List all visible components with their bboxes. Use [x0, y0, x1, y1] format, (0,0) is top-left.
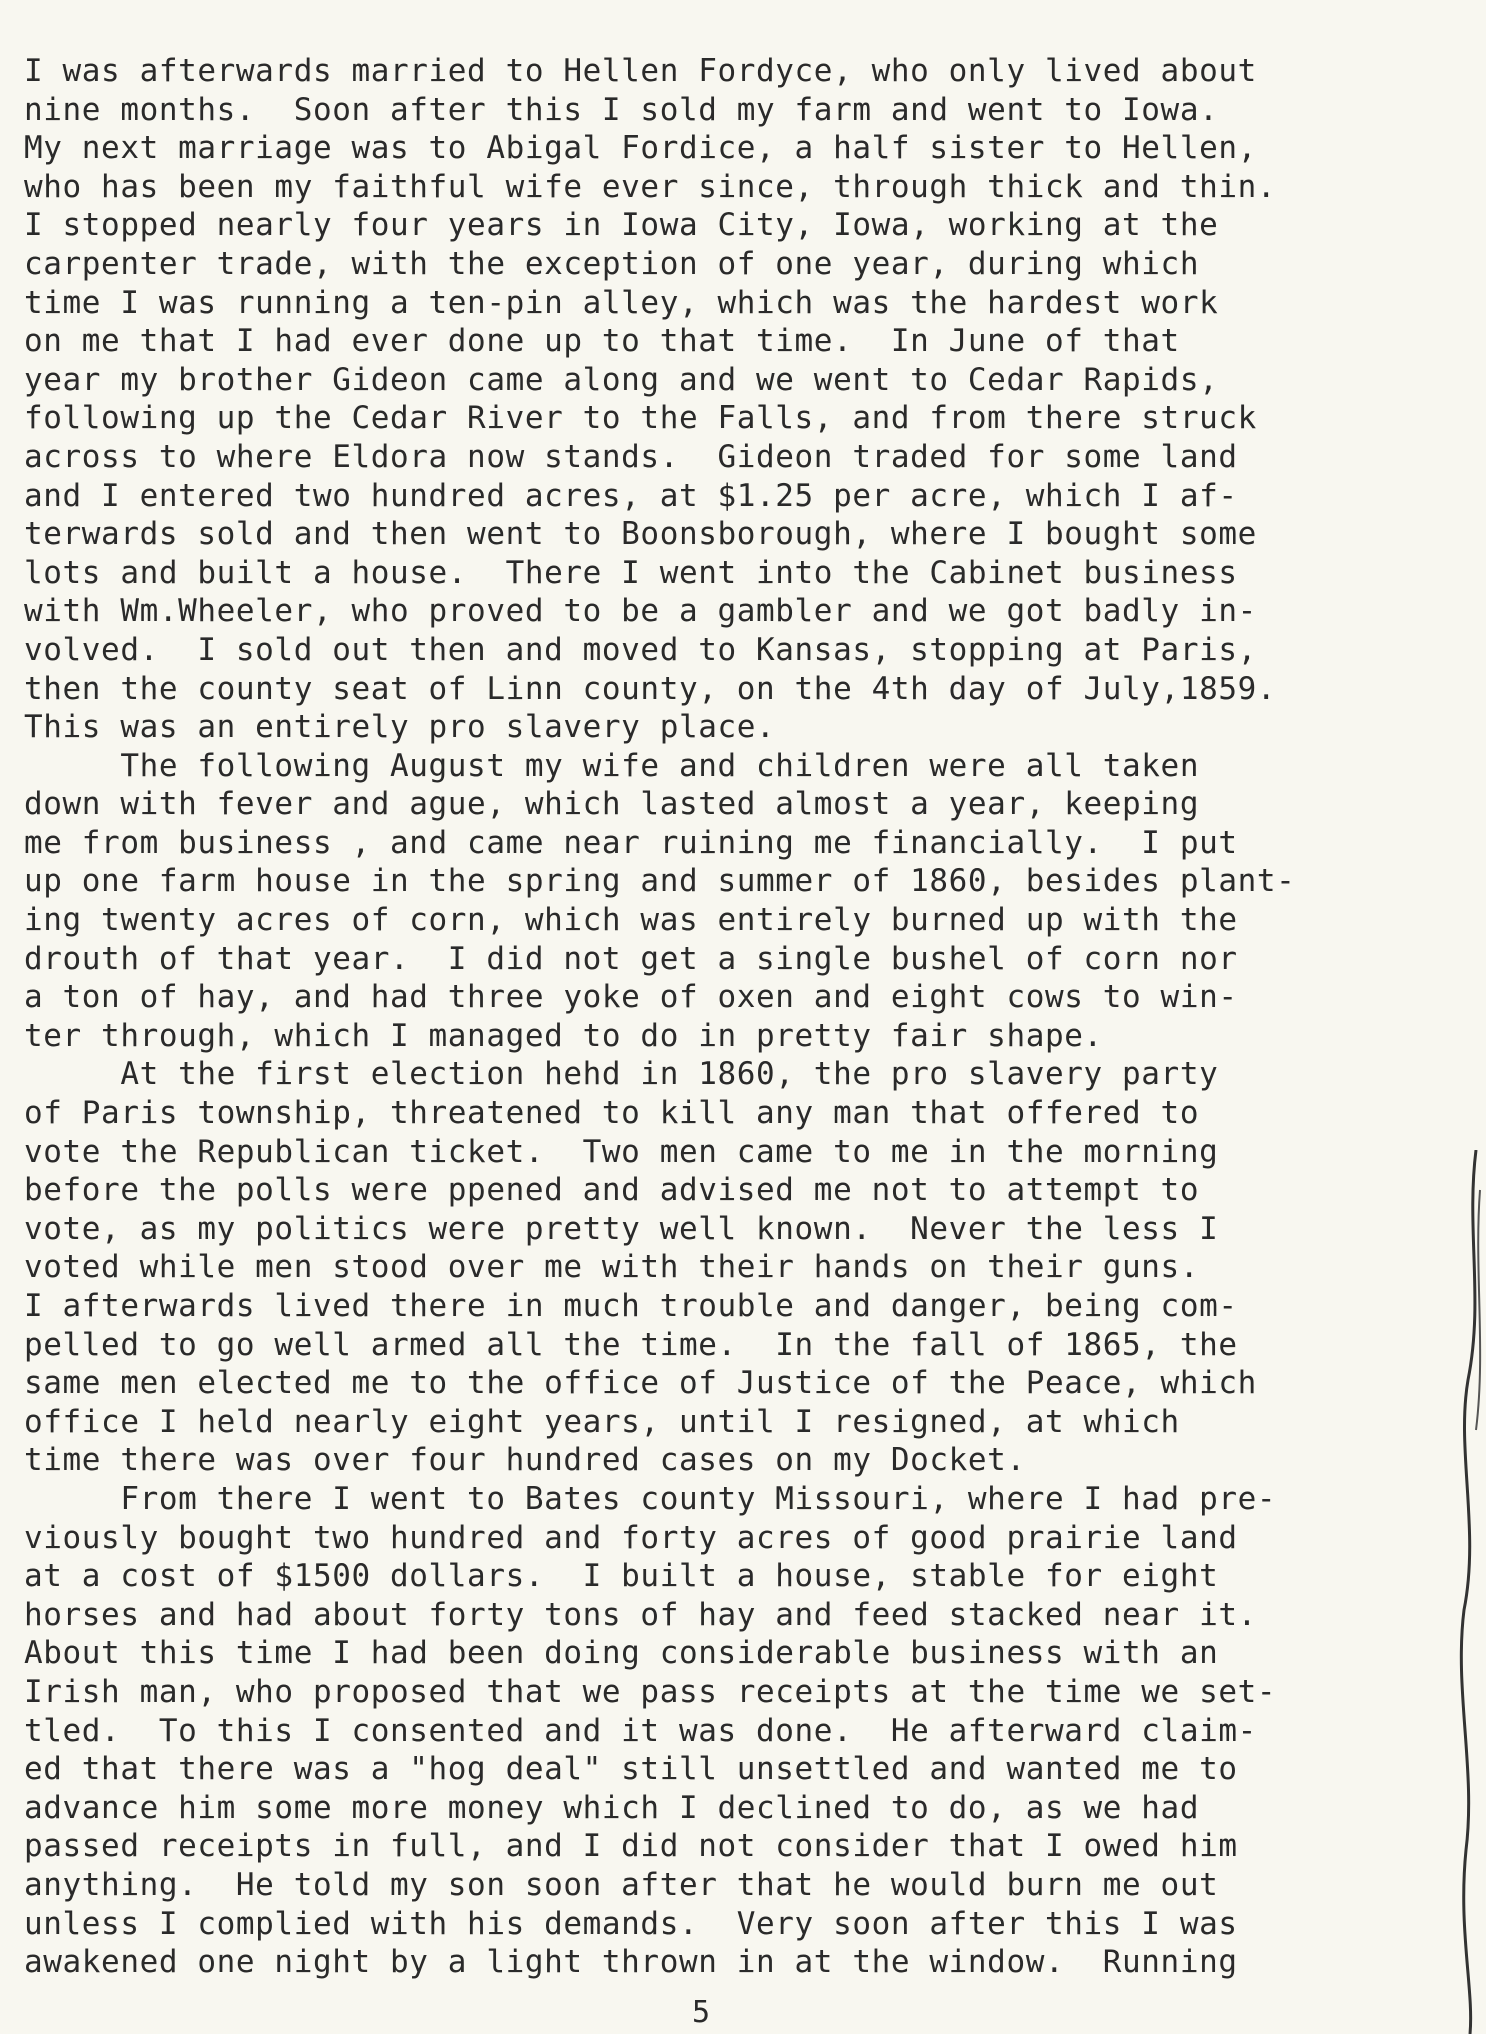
text-line: I afterwards lived there in much trouble and danger, being com- — [24, 1288, 1238, 1324]
text-line: and I entered two hundred acres, at $1.25 per acre, which I af- — [24, 477, 1238, 514]
text-line: at a cost of $1500 dollars. I built a house, stable for eight — [24, 1558, 1219, 1595]
text-line: awakened one night by a light thrown in at the window. Running — [24, 1944, 1238, 1981]
text-line: carpenter trade, with the exception of one year, during which — [24, 245, 1200, 282]
text-line: voted while men stood over me with their hands on their guns. — [24, 1249, 1200, 1286]
text-line: advance him some more money which I declined to do, as we had — [24, 1789, 1200, 1826]
text-line: From there I went to Bates county Missouri, where I had pre- — [24, 1480, 1277, 1517]
text-line: year my brother Gideon came along and we went to Cedar Rapids, — [24, 361, 1219, 398]
text-line: volved. I sold out then and moved to Kansas, stopping at Paris, — [24, 631, 1257, 668]
text-line: passed receipts in full, and I did not consider that I owed him — [24, 1828, 1238, 1865]
text-line: vote the Republican ticket. Two men came to me in the morning — [24, 1133, 1219, 1170]
text-line: time there was over four hundred cases on my Docket. — [24, 1442, 1026, 1479]
text-line: viously bought two hundred and forty acres of good prairie land — [24, 1519, 1238, 1556]
text-line: The following August my wife and children were all taken — [24, 747, 1200, 784]
text-line: nine months. Soon after this I sold my farm and went to Iowa. — [24, 91, 1219, 128]
text-line: lots and built a house. There I went into the Cabinet business — [24, 554, 1238, 591]
text-line: Irish man, who proposed that we pass receipts at the time we set- — [24, 1673, 1277, 1710]
text-line: then the county seat of Linn county, on the 4th day of July,1859. — [24, 670, 1277, 707]
scan-edge-artifact — [1446, 1150, 1486, 2034]
text-line: ter through, which I managed to do in pretty fair shape. — [24, 1017, 1103, 1054]
text-line: anything. He told my son soon after that he would burn me out — [24, 1866, 1219, 1903]
text-line: up one farm house in the spring and summer of 1860, besides plant- — [24, 863, 1296, 900]
text-line: ed that there was a "hog deal" still unsettled and wanted me to — [24, 1751, 1238, 1788]
text-line: of Paris township, threatened to kill any man that offered to — [24, 1095, 1200, 1132]
text-line: My next marriage was to Abigal Fordice, a half sister to Hellen, — [24, 130, 1257, 167]
text-line: tled. To this I consented and it was done. He afterward claim- — [24, 1712, 1257, 1749]
text-line: This was an entirely pro slavery place. — [24, 709, 776, 746]
text-line: I stopped nearly four years in Iowa City, Iowa, working at the — [24, 207, 1219, 244]
text-line: following up the Cedar River to the Falls, and from there struck — [24, 400, 1257, 437]
text-line: About this time I had been doing considerable business with an — [24, 1635, 1219, 1672]
text-line: pelled to go well armed all the time. In the fall of 1865, the — [24, 1326, 1238, 1363]
page-number: 5 — [692, 1995, 711, 2030]
text-line: me from business , and came near ruining me financially. I put — [24, 824, 1238, 861]
text-line: At the first election hehd in 1860, the pro slavery party — [24, 1056, 1219, 1093]
text-line: down with fever and ague, which lasted almost a year, keeping — [24, 786, 1200, 823]
text-line: horses and had about forty tons of hay and feed stacked near it. — [24, 1596, 1257, 1633]
body-text — [24, 52, 1424, 1982]
text-line: with Wm.Wheeler, who proved to be a gambler and we got badly in- — [24, 593, 1257, 630]
text-line: time I was running a ten-pin alley, which was the hardest work — [24, 284, 1219, 321]
text-line: on me that I had ever done up to that time. In June of that — [24, 323, 1180, 360]
text-line: across to where Eldora now stands. Gideon traded for some land — [24, 438, 1238, 475]
text-line: I was afterwards married to Hellen Fordyce, who only lived about — [24, 53, 1257, 89]
text-line: drouth of that year. I did not get a single bushel of corn nor — [24, 940, 1238, 977]
text-line: before the polls were ppened and advised me not to attempt to — [24, 1172, 1200, 1209]
text-line: a ton of hay, and had three yoke of oxen and eight cows to win- — [24, 979, 1238, 1016]
text-line: office I held nearly eight years, until I resigned, at which — [24, 1403, 1180, 1440]
text-line: same men elected me to the office of Justice of the Peace, which — [24, 1365, 1257, 1402]
text-line: vote, as my politics were pretty well known. Never the less I — [24, 1210, 1219, 1247]
text-line: unless I complied with his demands. Very soon after this I was — [24, 1905, 1238, 1942]
text-line: terwards sold and then went to Boonsborough, where I bought some — [24, 516, 1257, 553]
text-line: who has been my faithful wife ever since, through thick and thin. — [24, 168, 1277, 205]
text-line: ing twenty acres of corn, which was entirely burned up with the — [24, 902, 1238, 939]
